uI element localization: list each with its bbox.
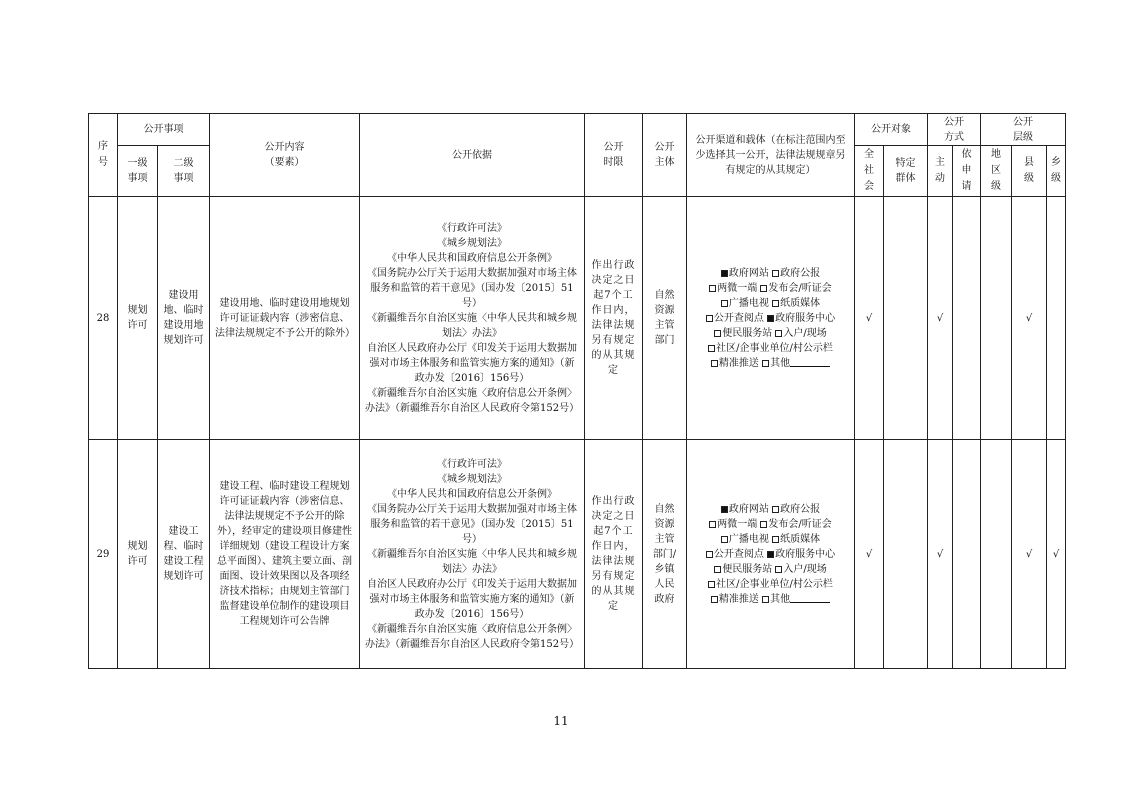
- row-level2: 建设用地、临时建设用地规划许可: [158, 197, 210, 440]
- header-level-county: 县级: [1012, 146, 1047, 197]
- header-item-group: 公开事项: [118, 114, 210, 146]
- checkbox-checked-icon: [721, 270, 728, 277]
- row-time-limit: 作出行政决定之日起7个工作日内，法律法规另有规定的从其规定: [585, 197, 643, 440]
- basis-item: 《行政许可法》: [437, 222, 507, 234]
- header-target-specific: 特定群体: [884, 146, 928, 197]
- disclosure-table: [88, 113, 1066, 669]
- row-channels: [687, 440, 855, 669]
- row-target-all: √: [855, 440, 884, 669]
- row-basis: [360, 197, 585, 440]
- row-level1: 规划许可: [118, 197, 158, 440]
- row-level-region: [981, 197, 1012, 440]
- header-method-group: 公开方式: [928, 114, 981, 146]
- header-seq: 序号: [89, 114, 118, 197]
- checkbox-checked-icon: [767, 551, 774, 558]
- channel-line: [693, 311, 848, 326]
- row-method-active: √: [928, 440, 953, 669]
- checkbox-checked-icon: [767, 315, 774, 322]
- checkbox-empty-icon: [721, 300, 728, 307]
- channel-option-label: 其他: [770, 357, 791, 369]
- table-row: [89, 440, 1066, 669]
- header-level2: 二级事项: [158, 146, 210, 197]
- row-target-specific: [884, 440, 928, 669]
- row-level1: 规划许可: [118, 440, 158, 669]
- checkbox-empty-icon: [772, 536, 779, 543]
- row-target-all: √: [855, 197, 884, 440]
- channel-option-label: 入户/现场: [783, 327, 827, 339]
- checkbox-empty-icon: [711, 596, 718, 603]
- checkbox-empty-icon: [711, 360, 718, 367]
- basis-item: 《新疆维吾尔自治区实施〈中华人民共和城乡规划法〉办法》: [367, 312, 577, 339]
- header-content: 公开内容 （要素）: [210, 114, 360, 197]
- channel-line: [693, 577, 848, 592]
- row-method-request: [953, 197, 981, 440]
- checkbox-empty-icon: [709, 285, 716, 292]
- channel-option-label: 发布会/听证会: [768, 518, 832, 530]
- channel-line: [693, 547, 848, 562]
- checkbox-checked-icon: [721, 506, 728, 513]
- basis-item: 《国务院办公厅关于运用大数据加强对市场主体服务和监管的若干意见》（国办发〔2015〕51号）: [367, 267, 577, 309]
- channel-option-label: 入户/现场: [783, 563, 827, 575]
- checkbox-empty-icon: [708, 581, 715, 588]
- basis-item: 《城乡规划法》: [437, 473, 507, 485]
- row-level-township: √: [1047, 440, 1066, 669]
- row-seq: 28: [89, 197, 118, 440]
- checkbox-empty-icon: [775, 566, 782, 573]
- header-subject: 公开主体: [643, 114, 687, 197]
- channel-line: [693, 532, 848, 547]
- channel-option-label: 公开查阅点: [713, 548, 764, 560]
- header-method-request: 依申请: [953, 146, 981, 197]
- checkbox-empty-icon: [760, 285, 767, 292]
- channel-option-label: 社区/企事业单位/村公示栏: [716, 578, 833, 590]
- checkbox-empty-icon: [708, 345, 715, 352]
- basis-item: 《行政许可法》: [437, 458, 507, 470]
- row-level-county: √: [1012, 197, 1047, 440]
- channel-line: [693, 592, 848, 607]
- checkbox-empty-icon: [775, 330, 782, 337]
- channel-option-label: 其他: [770, 593, 791, 605]
- header-target-group: 公开对象: [855, 114, 928, 146]
- channel-option-label: 两微一端: [717, 518, 758, 530]
- channel-line: [693, 502, 848, 517]
- basis-item: 自治区人民政府办公厅《印发关于运用大数据加强对市场主体服务和监管实施方案的通知》（新政办发〔2016〕156号）: [367, 342, 577, 384]
- row-content: 建设工程、临时建设工程规划许可证证载内容（涉密信息、法律法规规定不予公开的除外），经审定的建设项目修建性详细规划（建设工程设计方案总平面图）、建筑主要立面、剖面图、设计效果图以及各项经济技术指标；由规划主管部门监督建设单位制作的建设项目工程规划许可公告牌: [210, 440, 360, 669]
- channel-option-label: 政府网站: [728, 267, 769, 279]
- basis-item: 《新疆维吾尔自治区实施〈政府信息公开条例〉办法》（新疆维吾尔自治区人民政府令第152号）: [365, 623, 580, 650]
- channel-line: [693, 296, 848, 311]
- basis-item: 《中华人民共和国政府信息公开条例》: [387, 488, 557, 500]
- checkbox-empty-icon: [762, 360, 769, 367]
- channel-option-label: 发布会/听证会: [768, 282, 832, 294]
- channel-option-label: 精准推送: [718, 593, 759, 605]
- channel-option-label: 政府网站: [728, 503, 769, 515]
- basis-item: 《国务院办公厅关于运用大数据加强对市场主体服务和监管的若干意见》（国办发〔2015〕51号）: [367, 503, 577, 545]
- header-level-region: 地区级: [981, 146, 1012, 197]
- channel-option-label: 广播电视: [728, 533, 769, 545]
- channel-option-label: 政府公报: [780, 267, 821, 279]
- header-level1: 一级事项: [118, 146, 158, 197]
- channel-line: [693, 326, 848, 341]
- channel-option-label: 便民服务站: [722, 563, 773, 575]
- checkbox-empty-icon: [714, 330, 721, 337]
- row-target-specific: [884, 197, 928, 440]
- checkbox-empty-icon: [762, 596, 769, 603]
- row-seq: 29: [89, 440, 118, 669]
- row-level-county: √: [1012, 440, 1047, 669]
- channel-option-label: 公开查阅点: [713, 312, 764, 324]
- checkbox-empty-icon: [721, 536, 728, 543]
- row-content: 建设用地、临时建设用地规划许可证证载内容（涉密信息、法律法规规定不予公开的除外）: [210, 197, 360, 440]
- row-level-region: [981, 440, 1012, 669]
- checkbox-empty-icon: [760, 521, 767, 528]
- header-channel: 公开渠道和载体（在标注范围内至少选择其一公开，法律法规规章另有规定的从其规定）: [687, 114, 855, 197]
- basis-item: 《城乡规划法》: [437, 237, 507, 249]
- channel-option-label: 政府公报: [780, 503, 821, 515]
- channel-option-label: 社区/企事业单位/村公示栏: [716, 342, 833, 354]
- row-basis: [360, 440, 585, 669]
- checkbox-empty-icon: [709, 521, 716, 528]
- basis-item: 《新疆维吾尔自治区实施〈政府信息公开条例〉办法》（新疆维吾尔自治区人民政府令第152号）: [365, 387, 580, 414]
- channel-line: [693, 517, 848, 532]
- channel-option-label: 纸质媒体: [780, 297, 821, 309]
- row-time-limit: 作出行政决定之日起7个工作日内，法律法规另有规定的从其规定: [585, 440, 643, 669]
- header-level-township: 乡级: [1047, 146, 1066, 197]
- header-target-all: 全社会: [855, 146, 884, 197]
- checkbox-empty-icon: [772, 270, 779, 277]
- checkbox-empty-icon: [706, 315, 713, 322]
- fill-in-blank: [790, 357, 830, 367]
- row-method-active: √: [928, 197, 953, 440]
- channel-line: [693, 562, 848, 577]
- row-subject: 自然资源主管部门/乡镇人民政府: [643, 440, 687, 669]
- basis-item: 《中华人民共和国政府信息公开条例》: [387, 252, 557, 264]
- fill-in-blank: [790, 593, 830, 603]
- row-method-request: [953, 440, 981, 669]
- basis-item: 《新疆维吾尔自治区实施〈中华人民共和城乡规划法〉办法》: [367, 548, 577, 575]
- basis-item: 自治区人民政府办公厅《印发关于运用大数据加强对市场主体服务和监管实施方案的通知》（新政办发〔2016〕156号）: [367, 578, 577, 620]
- channel-option-label: 政府服务中心: [775, 548, 836, 560]
- checkbox-empty-icon: [714, 566, 721, 573]
- row-level2: 建设工程、临时建设工程规划许可: [158, 440, 210, 669]
- checkbox-empty-icon: [772, 506, 779, 513]
- channel-line: [693, 356, 848, 371]
- row-level-township: [1047, 197, 1066, 440]
- channel-line: [693, 341, 848, 356]
- channel-line: [693, 266, 848, 281]
- checkbox-empty-icon: [772, 300, 779, 307]
- channel-option-label: 两微一端: [717, 282, 758, 294]
- channel-option-label: 纸质媒体: [780, 533, 821, 545]
- header-basis: 公开依据: [360, 114, 585, 197]
- header-time-limit: 公开时限: [585, 114, 643, 197]
- channel-option-label: 广播电视: [728, 297, 769, 309]
- row-subject: 自然资源主管部门: [643, 197, 687, 440]
- table-row: [89, 197, 1066, 440]
- channel-line: [693, 281, 848, 296]
- channel-option-label: 政府服务中心: [775, 312, 836, 324]
- checkbox-empty-icon: [706, 551, 713, 558]
- header-level-group: 公开层级: [981, 114, 1066, 146]
- page-number: 11: [553, 714, 569, 728]
- row-channels: [687, 197, 855, 440]
- channel-option-label: 精准推送: [718, 357, 759, 369]
- header-method-active: 主动: [928, 146, 953, 197]
- channel-option-label: 便民服务站: [722, 327, 773, 339]
